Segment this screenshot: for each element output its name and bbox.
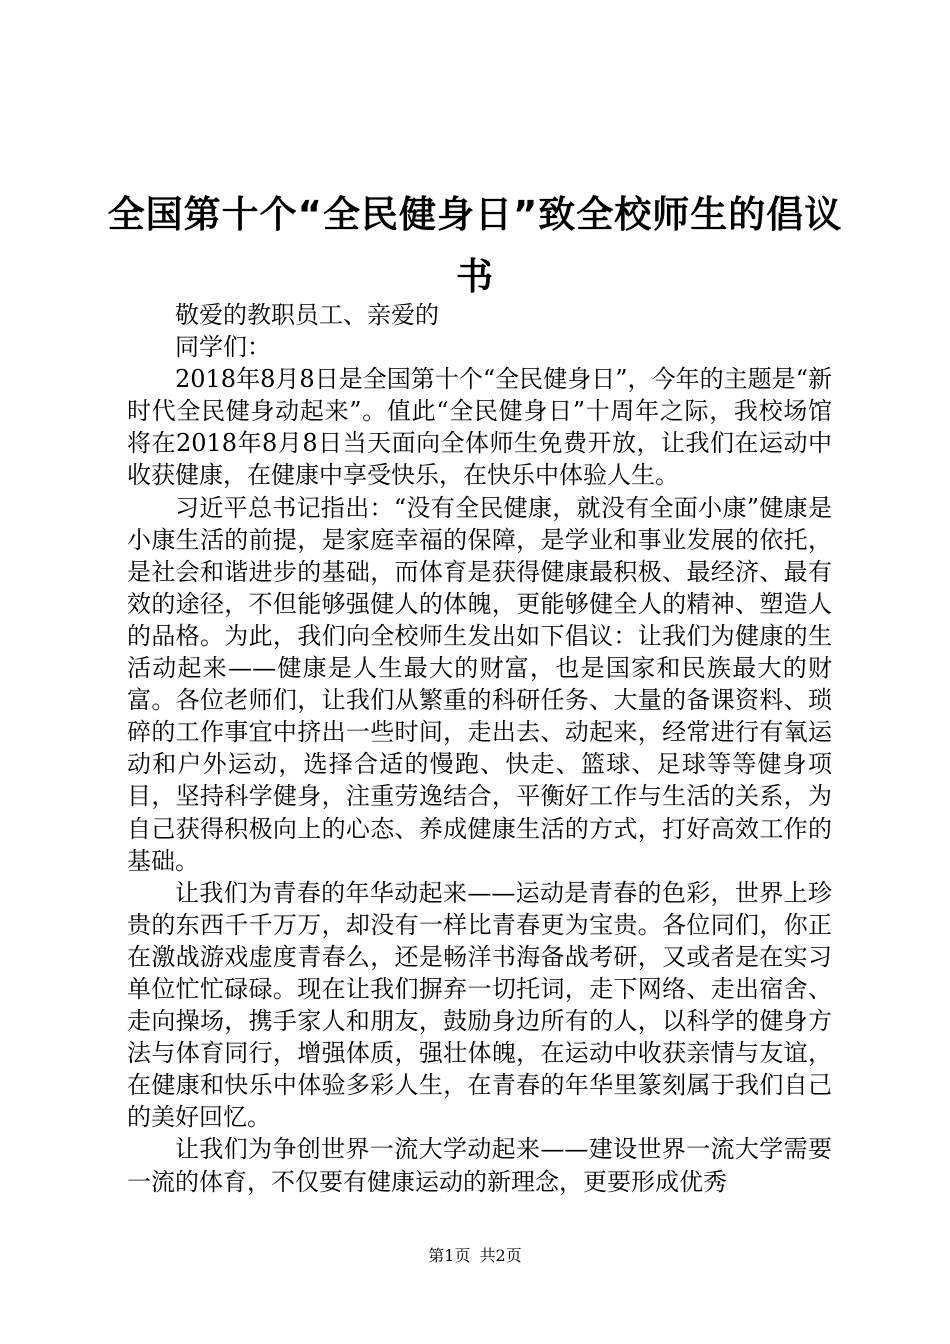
document-body bbox=[127, 299, 832, 1198]
paragraph-4: 让我们为争创世界一流大学动起来——建设世界一流大学需要一流的体育，不仅要有健康运动的新理念，更要形成优秀 bbox=[127, 1135, 832, 1196]
salutation-line-1: 敬爱的教职员工、亲爱的 bbox=[175, 301, 439, 329]
page-total: 共2页 bbox=[479, 1246, 522, 1265]
page-footer bbox=[0, 1246, 950, 1266]
paragraph-1: 2018年8月8日是全国第十个“全民健身日”，今年的主题是“新时代全民健身动起来”。值此“全民健身日”十周年之际，我校场馆将在2018年8月8日当天面向全体师生免费开放，让我们在运动中收获健康，在健康中享受快乐，在快乐中体验人生。 bbox=[127, 365, 832, 490]
paragraph-2: 习近平总书记指出：“没有全民健康，就没有全面小康”健康是小康生活的前提，是家庭幸福的保障，是学业和事业发展的依托，是社会和谐进步的基础，而体育是获得健康最积极、最经济、最有效的途径，不但能够强健人的体魄，更能够健全人的精神、塑造人的品格。为此，我们向全校师生发出如下倡议：让我们为健康的生活动起来——健康是人生最大的财富，也是国家和民族最大的财富。各位老师们，让我们从繁重的科研任务、大量的备课资料、琐碎的工作事宜中挤出一些时间，走出去、动起来，经常进行有氧运动和户外运动，选择合适的慢跑、快走、篮球、足球等等健身项目，坚持科学健身，注重劳逸结合，平衡好工作与生活的关系，为自己获得积极向上的心态、养成健康生活的方式，打好高效工作的基础。 bbox=[127, 493, 832, 875]
document-title: 全国第十个“全民健身日”致全校师生的倡议书 bbox=[107, 193, 843, 298]
paragraph-3: 让我们为青春的年华动起来——运动是青春的色彩，世界上珍贵的东西千千万万，却没有一样比青春更为宝贵。各位同们，你正在激战游戏虚度青春么，还是畅洋书海备战考研，又或者是在实习单位忙忙碌碌。现在让我们摒弃一切托词，走下网络、走出宿舍、走向操场，携手家人和朋友，鼓励身边所有的人，以科学的健身方法与体育同行，增强体质，强壮体魄，在运动中收获亲情与友谊，在健康和快乐中体验多彩人生，在青春的年华里篆刻属于我们自己的美好回忆。 bbox=[127, 878, 832, 1132]
salutation-line-2: 同学们： bbox=[175, 333, 271, 362]
page-number: 第1页 bbox=[428, 1246, 471, 1265]
